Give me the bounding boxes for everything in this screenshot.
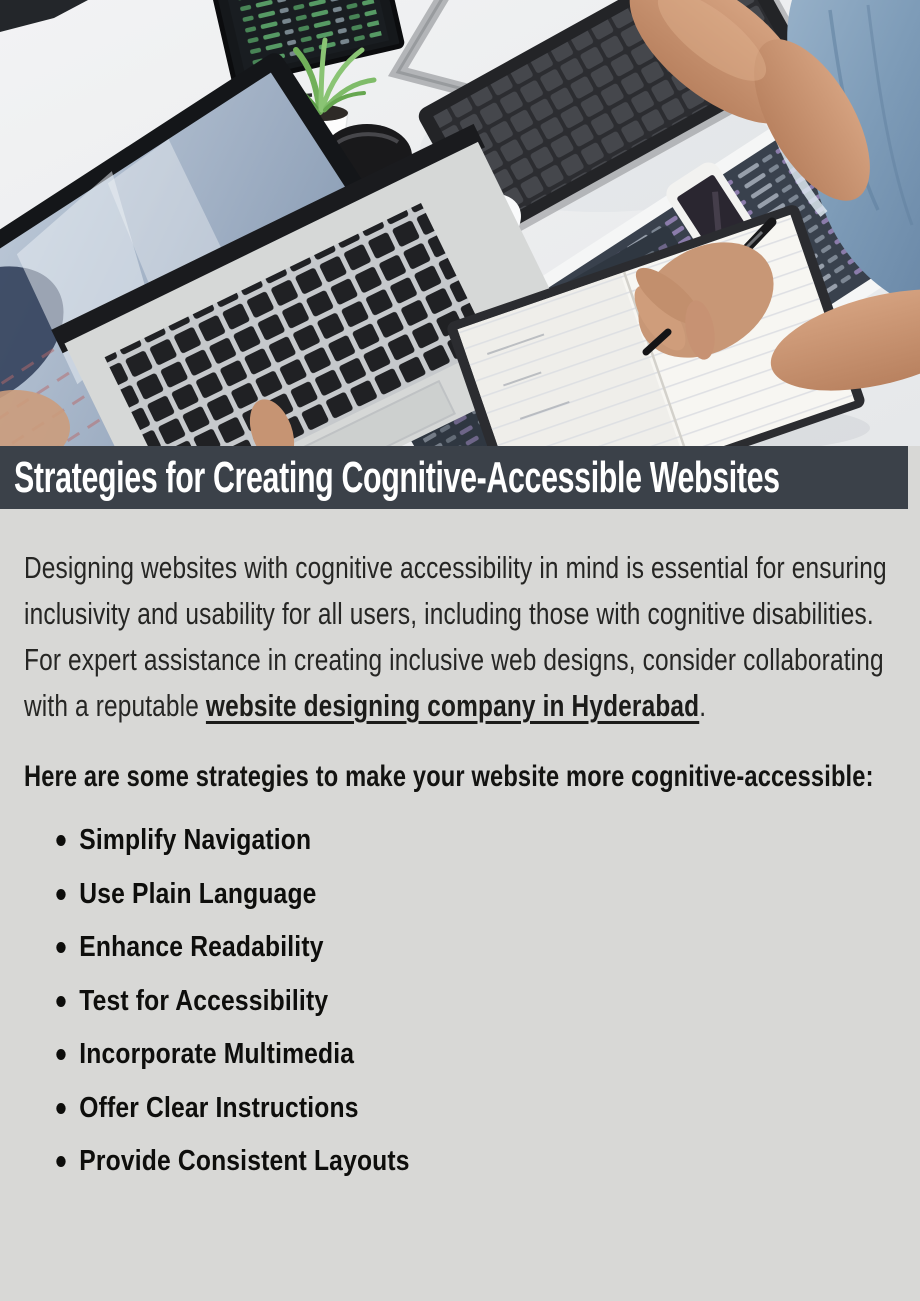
strategy-label: Incorporate Multimedia (79, 1038, 355, 1071)
intro-paragraph (24, 545, 891, 729)
strategy-label: Use Plain Language (79, 877, 317, 910)
bullet-dot (56, 1049, 65, 1060)
strategy-item (24, 921, 874, 975)
website-designing-company-link[interactable]: website designing company in Hyderabad (205, 688, 700, 723)
bullet-dot (56, 889, 65, 900)
strategies-heading: Here are some strategies to make your website more cognitive-accessible: (24, 760, 874, 793)
strategy-label: Enhance Readability (79, 931, 324, 964)
workspace-photo (0, 0, 920, 446)
title-banner (0, 446, 908, 509)
bullet-dot (56, 1156, 65, 1167)
strategy-label: Simplify Navigation (79, 824, 312, 857)
bullet-dot (56, 835, 65, 846)
strategies-list (24, 814, 874, 1189)
strategy-label: Test for Accessibility (79, 984, 329, 1017)
bullet-dot (56, 942, 65, 953)
strategy-item (24, 814, 874, 868)
strategy-item (24, 975, 874, 1029)
intro-period: . (699, 688, 707, 723)
page-title: Strategies for Creating Cognitive-Accessible Websites (14, 452, 780, 502)
strategy-item (24, 868, 874, 922)
article-body (0, 545, 920, 1189)
bullet-dot (56, 1103, 65, 1114)
strategy-label: Provide Consistent Layouts (79, 1145, 410, 1178)
strategy-label: Offer Clear Instructions (79, 1091, 359, 1124)
bullet-dot (56, 996, 65, 1007)
hero-photo (0, 0, 920, 446)
strategy-item (24, 1028, 874, 1082)
strategy-item (24, 1135, 874, 1189)
strategy-item (24, 1082, 874, 1136)
intro-text: Designing websites with cognitive accessibility in mind is essential for ensuring inclusivity and usability for all users, including those with cognitive disabilities. For expert assistance in creating inclusive web designs, consider collaborating with a reputable (24, 550, 887, 723)
